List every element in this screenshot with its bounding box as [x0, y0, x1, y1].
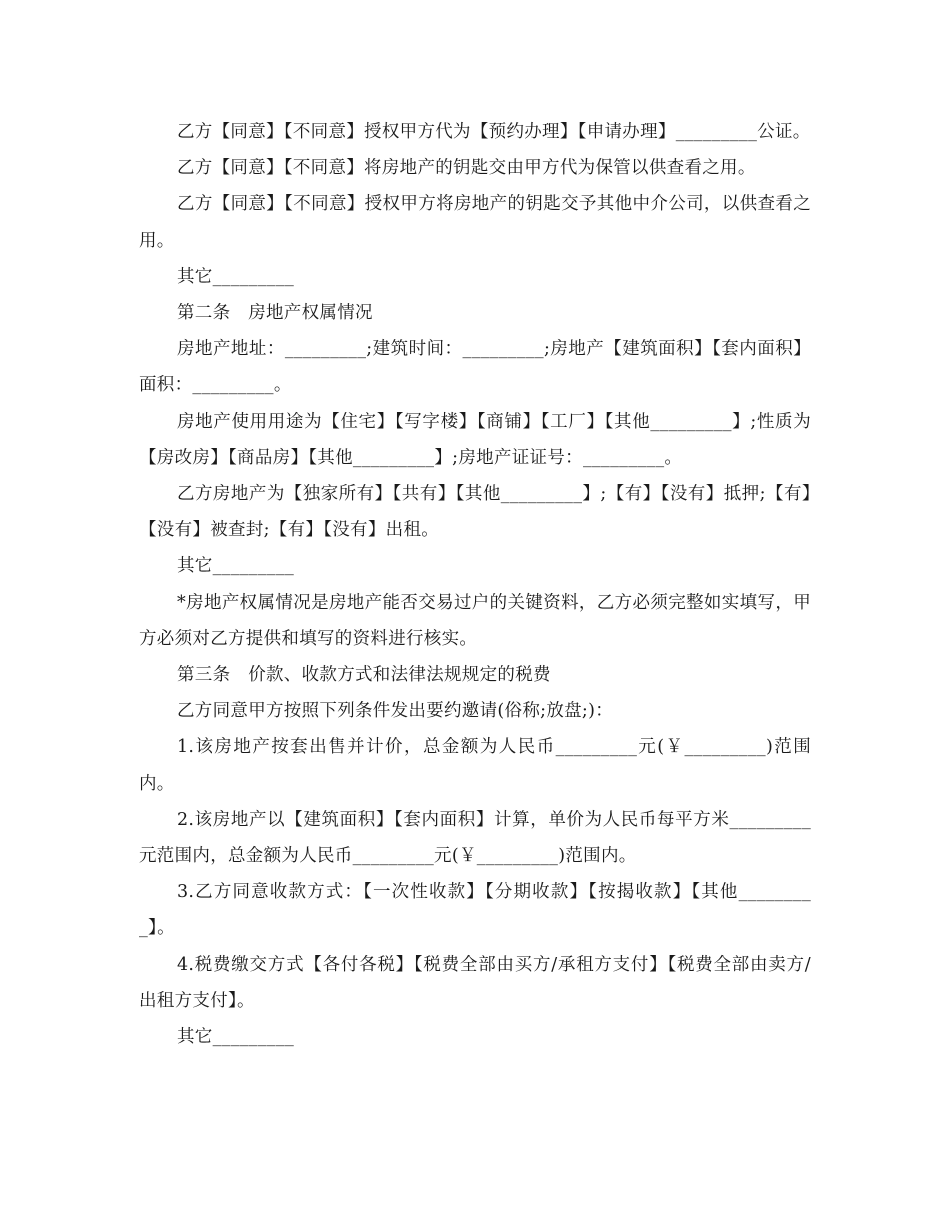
paragraph-item-1-total-price: 1.该房地产按套出售并计价，总金额为人民币_________元(￥_________)范围内。 — [139, 737, 811, 794]
paragraph-item-4-tax-payment: 4.税费缴交方式【各付各税】【税费全部由买方/承租方支付】【税费全部由卖方/出租方支付】。 — [139, 954, 811, 1011]
paragraph-key-custody: 乙方【同意】【不同意】将房地产的钥匙交由甲方代为保管以供查看之用。 — [177, 158, 756, 179]
document-body — [139, 114, 811, 1055]
paragraph-item-3-payment-method: 3.乙方同意收款方式：【一次性收款】【分期收款】【按揭收款】【其他_________】。 — [139, 882, 811, 939]
paragraph-notary-authorization: 乙方【同意】【不同意】授权甲方代为【预约办理】【申请办理】_________公证。 — [177, 122, 811, 142]
paragraph-ownership-status: 乙方房地产为【独家所有】【共有】【其他_________】;【有】【没有】抵押;【有】【没有】被查封;【有】【没有】出租。 — [139, 484, 811, 541]
paragraph-property-usage: 房地产使用用途为【住宅】【写字楼】【商铺】【工厂】【其他_________】;性质为【房改房】【商品房】【其他_________】;房地产证证号：_________。 — [139, 411, 811, 468]
paragraph-key-transfer: 乙方【同意】【不同意】授权甲方将房地产的钥匙交予其他中介公司，以供查看之用。 — [139, 194, 811, 251]
paragraph-other-1: 其它_________ — [177, 266, 295, 287]
paragraph-item-2-unit-price: 2.该房地产以【建筑面积】【套内面积】计算，单价为人民币每平方米_________元范围内，总金额为人民币_________元(￥_________)范围内。 — [139, 809, 811, 867]
section-heading-article-3: 第三条 价款、收款方式和法律法规规定的税费 — [177, 665, 551, 686]
paragraph-offer-conditions: 乙方同意甲方按照下列条件发出要约邀请(俗称;放盘;)： — [177, 701, 614, 722]
section-heading-article-2: 第二条 房地产权属情况 — [177, 303, 373, 324]
paragraph-other-2: 其它_________ — [177, 556, 295, 577]
paragraph-other-3: 其它_________ — [177, 1027, 295, 1048]
paragraph-ownership-note: *房地产权属情况是房地产能否交易过户的关键资料，乙方必须完整如实填写，甲方必须对乙方提供和填写的资料进行核实。 — [139, 592, 811, 649]
paragraph-property-address: 房地产地址：_________;建筑时间：_________;房地产【建筑面积】【套内面积】面积：_________。 — [139, 339, 811, 396]
